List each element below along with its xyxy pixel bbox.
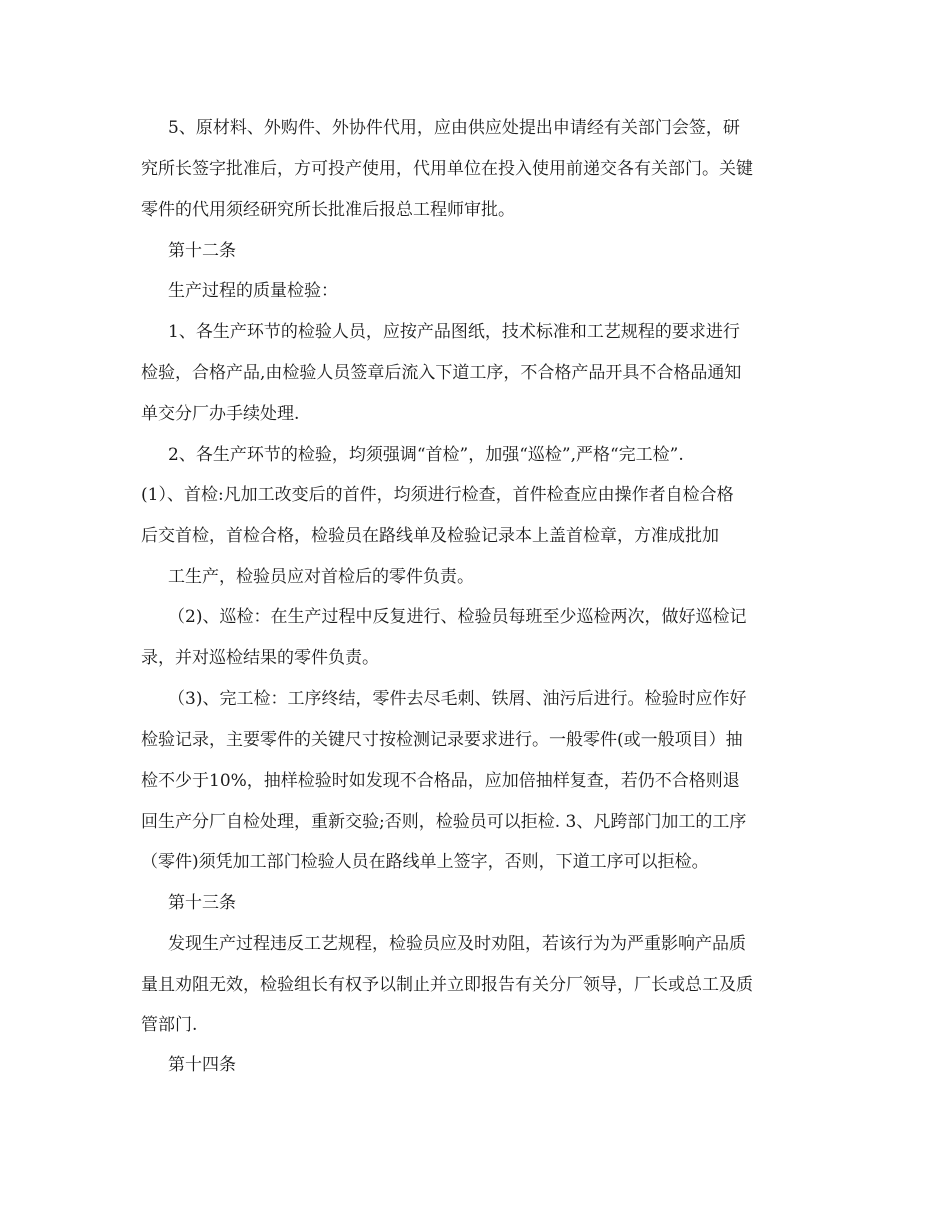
text-line-6: 1、各生产环节的检验人员，应按产品图纸，技术标准和工艺规程的要求进行	[168, 322, 740, 342]
text-line-16: 检验记录，主要零件的关键尺寸按检测记录要求进行。一般零件(或一般项目）抽	[141, 730, 743, 750]
text-line-15: （3)、完工检：工序终结，零件去尽毛刺、铁屑、油污后进行。检验时应作好	[168, 689, 747, 709]
text-line-14: 录，并对巡检结果的零件负责。	[141, 648, 379, 668]
text-line-1: 5、原材料、外购件、外协件代用，应由供应处提出申请经有关部门会签，研	[168, 118, 740, 138]
text-line-23: 管部门.	[141, 1015, 198, 1035]
text-line-12: 工生产，检验员应对首检后的零件负责。	[168, 567, 474, 587]
text-line-21: 发现生产过程违反工艺规程，检验员应及时劝阻，若该行为为严重影响产品质	[168, 934, 746, 954]
text-line-19: （零件)须凭加工部门检验人员在路线单上签字，否则，下道工序可以拒检。	[141, 852, 709, 872]
article-heading-12: 第十二条	[168, 241, 236, 261]
text-line-18: 回生产分厂自检处理，重新交验;否则，检验员可以拒检. 3、凡跨部门加工的工序	[141, 812, 747, 832]
text-line-2: 究所长签字批准后，方可投产使用，代用单位在投入使用前递交各有关部门。关键	[141, 159, 753, 179]
text-line-17: 检不少于10%，抽样检验时如发现不合格品，应加倍抽样复查，若仍不合格则退	[141, 771, 740, 791]
text-line-13: （2)、巡检：在生产过程中反复进行、检验员每班至少巡检两次，做好巡检记	[168, 607, 747, 627]
text-line-3: 零件的代用须经研究所长批准后报总工程师审批。	[141, 200, 515, 220]
text-line-5: 生产过程的质量检验：	[168, 281, 338, 301]
text-line-10: (1）、首检:凡加工改变后的首件，均须进行检查，首件检查应由操作者自检合格	[141, 485, 734, 505]
text-line-11: 后交首检，首检合格，检验员在路线单及检验记录本上盖首检章，方准成批加	[141, 526, 719, 546]
article-heading-13: 第十三条	[168, 893, 236, 913]
text-line-8: 单交分厂办手续处理.	[141, 404, 300, 424]
text-line-7: 检验，合格产品,由检验人员签章后流入下道工序，不合格产品开具不合格品通知	[141, 363, 742, 383]
text-line-9: 2、各生产环节的检验，均须强调“首检”，加强“巡检”,严格“完工检”.	[168, 445, 684, 465]
article-heading-14: 第十四条	[168, 1055, 236, 1075]
text-line-22: 量且劝阻无效，检验组长有权予以制止并立即报告有关分厂领导，厂长或总工及质	[141, 975, 753, 995]
